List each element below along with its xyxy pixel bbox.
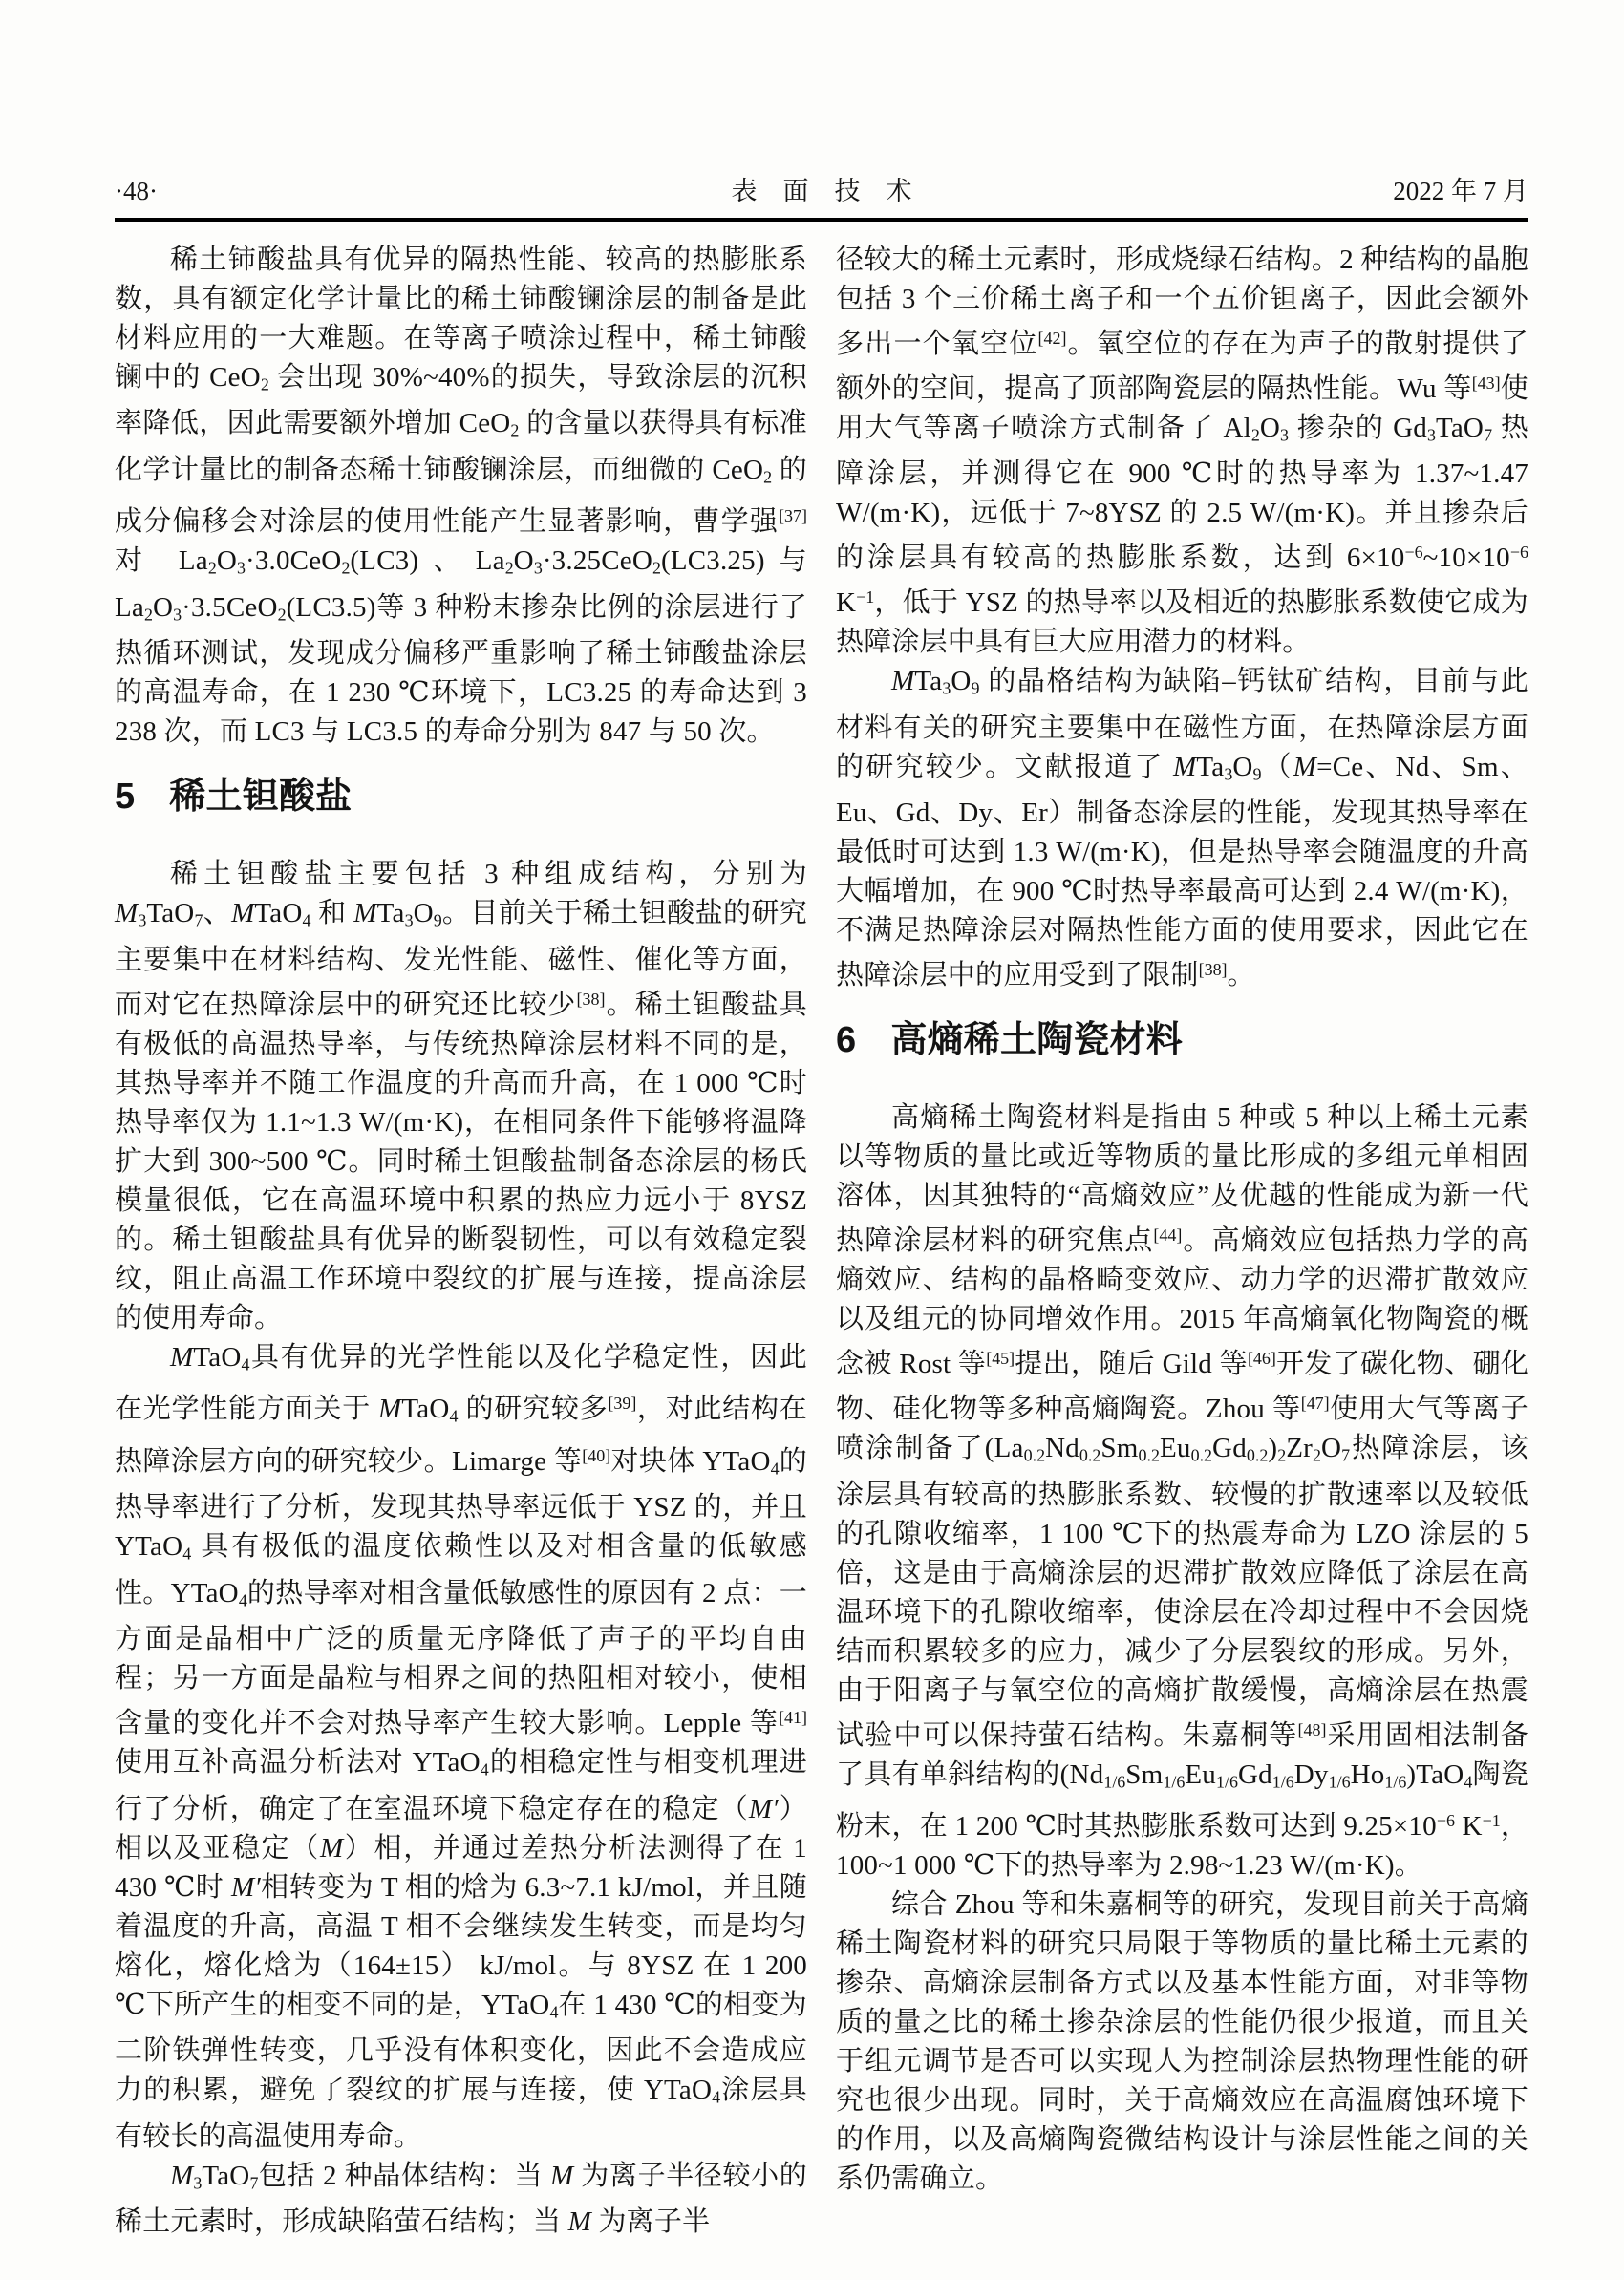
journal-title: 表 面 技 术 <box>731 177 912 205</box>
section-5-heading <box>115 773 807 820</box>
section-5-number: 5 <box>115 777 136 818</box>
para-mtao4: MTaO$_4$具有优异的光学性能以及化学稳定性，因此在光学性能方面关于 MTaO$_4$ 的研究较多[39]，对此结构在热障涂层方向的研究较少。Limarge 等[40]对块体 YTaO$_4$的热导率进行了分析，发现其热导率远低于 YSZ 的，并且 YTaO$_4$ 具有极低的温度依赖性以及对相含量的低敏感性。YTaO$_4$的热导率对相含量低敏感性的原因有 2 点：一方面是晶相中广泛的质量无序降低了声子的平均自由程；另一方面是晶粒与相界之间的热阻相对较小，使相含量的变化并不会对热导率产生较大影响。Lepple 等[41]使用互补高温分析法对 YTaO$_4$的相稳定性与相变机理进行了分析，确定了在室温环境下稳定存在的稳定（M′）相以及亚稳定（M）相，并通过差热分析法测得了在 1 430 ℃时 M′相转变为 T 相的焓为 6.3~7.1 kJ/mol，并且随着温度的升高，高温 T 相不会继续发生转变，而是均匀熔化，熔化焓为（164±15） kJ/mol。与 8YSZ 在 1 200 ℃下所产生的相变不同的是，YTaO$_4$在 1 430 ℃的相变为二阶铁弹性转变，几乎没有体积变化，因此不会造成应力的积累，避免了裂纹的扩展与连接，使 YTaO$_4$涂层具有较长的高温使用寿命。 <box>115 1341 808 2152</box>
page-number: ·48· <box>115 177 158 205</box>
page-content <box>115 241 1528 2242</box>
para-m3tao7: $M_3TaO_7$包括 2 种晶体结构：当 M 为离子半径较小的稀土元素时，形成缺陷萤石结构；当 M 为离子半 <box>115 2160 807 2238</box>
section-6-heading <box>836 1016 1528 1064</box>
para-mta3o9: $MTa_3O_9$ 的晶格结构为缺陷–钙钛矿结构，目前与此材料有关的研究主要集中在磁性方面，在热障涂层方面的研究较少。文献报道了 $MTa_3O_9(M=Ce$、Nd、Sm、Eu、Gd、Dy、Er）制备态涂层的性能，发现其热导率在最低时可达到 1.3 W/(m·K)，但是热导率会随温度的升高大幅增加，在 900 ℃时热导率最高可达到 2.4 W/(m·K)，不满足热障涂层对隔热性能方面的使用要求，因此它在热障涂层中的应用受到了限制[38]。 <box>836 666 1529 991</box>
header-rule <box>115 218 1528 222</box>
section-6-title: 高熵稀土陶瓷材料 <box>890 1020 1183 1061</box>
section-5-title: 稀土钽酸盐 <box>169 777 353 818</box>
para-pyrochlore-continuation: 径较大的稀土元素时，形成烧绿石结构。2 种结构的晶胞包括 3 个三价稀土离子和一个五价钽离子，因此会额外多出一个氧空位[42]。氧空位的存在为声子的散射提供了额外的空间，提高了顶部陶瓷层的隔热性能。Wu 等[43]使用大气等离子喷涂方式制备了 $Al_2O_3$ 掺杂的 $Gd_3TaO_7$ 热障涂层，并测得它在 900 ℃时的热导率为 1.37~1.47 W/(m·K)，远低于 7~8YSZ 的 2.5 W/(m·K)。并且掺杂后的涂层具有较高的热膨胀系数，达到 $6\times 10^{-6}\sim 10\times 10^{-6}$ $K^{-1}$，低于 YSZ 的热导率以及相近的热膨胀系数使它成为热障涂层中具有巨大应用潜力的材料。 <box>836 245 1529 658</box>
para-summary: 综合 Zhou 等和朱嘉桐等的研究，发现目前关于高熵稀土陶瓷材料的研究只局限于等物质的量比稀土元素的掺杂、高熵涂层制备方式以及基本性能方面，对非等物质的量之比的稀土掺杂涂层的性能仍很少报道，而且关于组元调节是否可以实现人为控制涂层热物理性能的研究也很少出现。同时，关于高熵效应在高温腐蚀环境下的作用，以及高熵陶瓷微结构设计与涂层性能之间的关系仍需确立。 <box>836 1889 1528 2195</box>
para-tantalate-intro: 稀土钽酸盐主要包括 3 种组成结构，分别为 $M_3TaO_7$、MTaO$_4$ 和 $MTa_3O_9$。目前关于稀土钽酸盐的研究主要集中在材料结构、发光性能、磁性、催化等方面，而对它在热障涂层中的研究还比较少[38]。稀土钽酸盐具有极低的高温热导率，与传统热障涂层材料不同的是，其热导率并不随工作温度的升高而升高，在 1 000 ℃时热导率仅为 1.1~1.3 W/(m·K)，在相同条件下能够将温降扩大到 300~500 ℃。同时稀土钽酸盐制备态涂层的杨氏模量很低，它在高温环境中积累的热应力远小于 8YSZ 的。稀土钽酸盐具有优异的断裂韧性，可以有效稳定裂纹，阻止高温工作环境中裂纹的扩展与连接，提高涂层的使用寿命。 <box>115 859 808 1333</box>
issue-date: 2022 年 7 月 <box>1393 177 1528 205</box>
running-header <box>115 175 1528 207</box>
right-column <box>836 241 1528 2242</box>
para-cerate-salts: 稀土铈酸盐具有优异的隔热性能、较高的热膨胀系数，具有额定化学计量比的稀土铈酸镧涂层的制备是此材料应用的一大难题。在等离子喷涂过程中，稀土铈酸镧中的 CeO$_2$ 会出现 30%~40%的损失，导致涂层的沉积率降低，因此需要额外增加 CeO$_2$ 的含量以获得具有标准化学计量比的制备态稀土铈酸镧涂层，而细微的 CeO$_2$ 的成分偏移会对涂层的使用性能产生显著影响，曹学强[37]对 $La_2O_3\cdot 3.0CeO_2(LC3)$、$La_2O_3\cdot 3.25CeO_2(LC3.25)$与 $La_2O_3\cdot 3.5CeO_2(LC3.5)$等 3 种粉末掺杂比例的涂层进行了热循环测试，发现成分偏移严重影响了稀土铈酸盐涂层的高温寿命，在 1 230 ℃环境下，LC3.25 的寿命达到 3 238 次，而 LC3 与 LC3.5 的寿命分别为 847 与 50 次。 <box>115 245 808 748</box>
left-column <box>115 241 807 2242</box>
section-6-number: 6 <box>836 1020 857 1061</box>
para-high-entropy: 高熵稀土陶瓷材料是指由 5 种或 5 种以上稀土元素以等物质的量比或近等物质的量比形成的多组元单相固溶体，因其独特的“高熵效应”及优越的性能成为新一代热障涂层材料的研究焦点[44]。高熵效应包括热力学的高熵效应、结构的晶格畸变效应、动力学的迟滞扩散效应以及组元的协同增效作用。2015 年高熵氧化物陶瓷的概念被 Rost 等[45]提出，随后 Gild 等[46]开发了碳化物、硼化物、硅化物等多种高熵陶瓷。Zhou 等[47]使用大气等离子喷涂制备了$(La_{0.2}Nd_{0.2}Sm_{0.2}Eu_{0.2}Gd_{0.2})_2Zr_2O_7$热障涂层，该涂层具有较高的热膨胀系数、较慢的扩散速率以及较低的孔隙收缩率，1 100 ℃下的热震寿命为 LZO 涂层的 5 倍，这是由于高熵涂层的迟滞扩散效应降低了涂层在高温环境下的孔隙收缩率，使涂层在冷却过程中不会因烧结而积累较多的应力，减少了分层裂纹的形成。另外，由于阳离子与氧空位的高熵扩散缓慢，高熵涂层在热震试验中可以保持萤石结构。朱嘉桐等[48]采用固相法制备了具有单斜结构的$(Nd_{1/6}Sm_{1/6}Eu_{1/6}Gd_{1/6}Dy_{1/6}Ho_{1/6})TaO_4$陶瓷粉末，在 1 200 ℃时其热膨胀系数可达到 $9.25\times 10^{-6}$ $K^{-1}$，100~1 000 ℃下的热导率为 2.98~1.23 W/(m·K)。 <box>836 1102 1529 1882</box>
